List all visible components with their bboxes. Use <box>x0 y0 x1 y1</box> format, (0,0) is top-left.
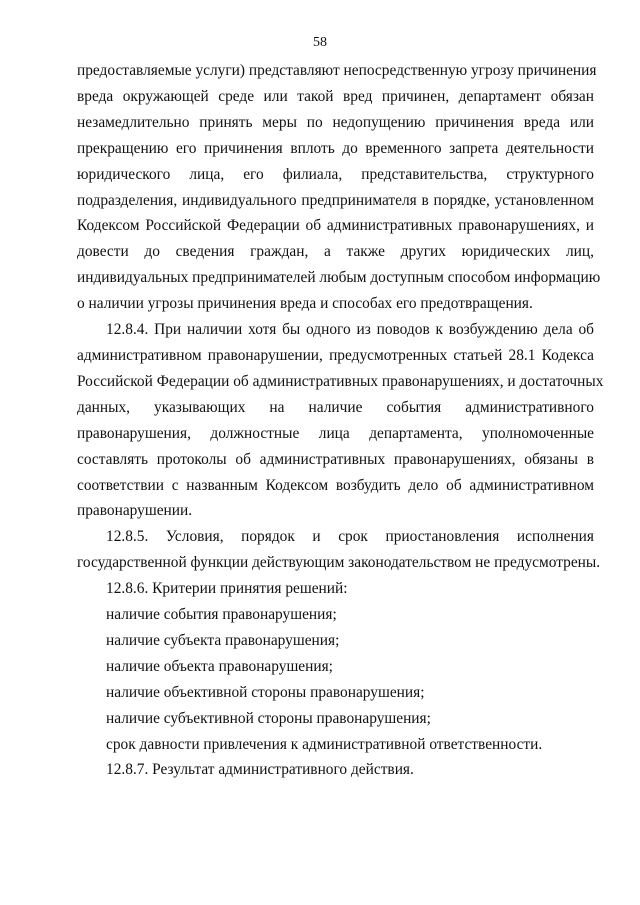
text-line: незамедлительно принять меры по недопущению причинения вреда или <box>77 113 594 131</box>
text-line: юридического лица, его филиала, представительства, структурного <box>77 165 594 183</box>
section-heading: 12.8.6. Критерии принятия решений: <box>106 580 348 598</box>
text-line: Российской Федерации об административных правонарушениях, и достаточных <box>77 372 604 390</box>
text-line: довести до сведения граждан, а также других юридических лиц, <box>77 243 594 261</box>
list-item: наличие субъективной стороны правонарушения; <box>106 709 431 727</box>
text-line: государственной функции действующим законодательством не предусмотрены. <box>77 554 601 572</box>
list-item: наличие объективной стороны правонарушения; <box>106 683 425 701</box>
text-line: правонарушения, должностные лица департамента, уполномоченные <box>77 424 594 442</box>
list-item: наличие объекта правонарушения; <box>106 657 333 675</box>
text-line: данных, указывающих на наличие события административного <box>77 398 594 416</box>
text-line: прекращению его причинения вплоть до временного запрета деятельности <box>77 139 594 157</box>
text-line: подразделения, индивидуального предпринимателя в порядке, установленном <box>77 191 594 209</box>
text-line: административном правонарушении, предусмотренных статьей 28.1 Кодекса <box>77 346 594 364</box>
text-line: правонарушении. <box>77 502 193 520</box>
text-line: индивидуальных предпринимателей любым доступным способом информацию <box>77 269 601 287</box>
text-line: предоставляемые услуги) представляют непосредственную угрозу причинения <box>77 62 597 79</box>
text-line: соответствии с названным Кодексом возбудить дело об административном <box>77 476 594 494</box>
list-item: наличие события правонарушения; <box>106 606 337 624</box>
text-line: вреда окружающей среде или такой вред причинен, департамент обязан <box>77 87 594 105</box>
page-number: 58 <box>313 35 327 50</box>
text-line: составлять протоколы об административных правонарушениях, обязаны в <box>77 450 594 468</box>
list-item: срок давности привлечения к административной ответственности. <box>106 735 543 753</box>
text-line: 12.8.4. При наличии хотя бы одного из поводов к возбуждению дела об <box>106 321 594 339</box>
text-line: Кодексом Российской Федерации об административных правонарушениях, и <box>77 217 594 235</box>
text-line: 12.8.5. Условия, порядок и срок приостановления исполнения <box>106 528 594 546</box>
list-item: наличие субъекта правонарушения; <box>106 631 340 649</box>
document-body <box>77 58 604 783</box>
section-heading: 12.8.7. Результат административного действия. <box>106 761 414 779</box>
text-line: о наличии угрозы причинения вреда и способах его предотвращения. <box>77 295 533 313</box>
